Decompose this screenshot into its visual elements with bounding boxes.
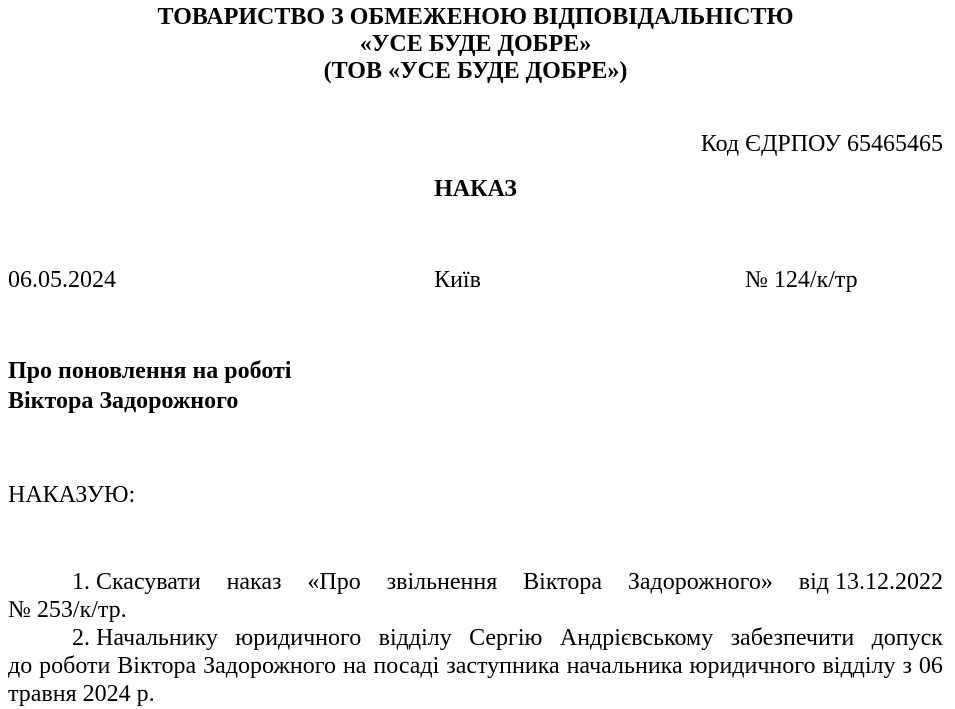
- order-city: Київ: [434, 267, 481, 293]
- order-item-1-line-1: 1. Скасувати наказ «Про звільнення Віктора Задорожного» від 13.12.2022: [72, 569, 943, 595]
- order-subject-line-2: Віктора Задорожного: [8, 388, 239, 414]
- order-item-1-line-2: № 253/к/тр.: [8, 597, 127, 623]
- order-subject-line-1: Про поновлення на роботі: [8, 358, 292, 384]
- order-body: [8, 568, 943, 708]
- company-name-line-1: ТОВАРИСТВО З ОБМЕЖЕНОЮ ВІДПОВІДАЛЬНІСТЮ: [157, 4, 794, 30]
- directive-label: НАКАЗУЮ:: [8, 482, 136, 508]
- order-number: № 124/к/тр: [745, 267, 858, 293]
- order-date: 06.05.2024: [8, 267, 116, 293]
- edrpou-code: Код ЄДРПОУ 65465465: [700, 131, 943, 157]
- order-item-2-line-3: травня 2024 р.: [8, 681, 155, 707]
- company-header: [8, 4, 943, 85]
- order-item-2-line-2: до роботи Віктора Задорожного на посаді заступника начальника юридичного відділу з 06: [8, 653, 943, 679]
- doc-type-title: НАКАЗ: [434, 176, 517, 202]
- company-name-line-2: «УСЕ БУДЕ ДОБРЕ»: [359, 31, 592, 57]
- order-subject: [8, 356, 943, 416]
- company-name-line-3: (ТОВ «УСЕ БУДЕ ДОБРЕ»): [323, 58, 628, 84]
- order-meta-row: [8, 266, 943, 294]
- order-item-2-line-1: 2. Начальнику юридичного відділу Сергію Андрієвському забезпечити допуск: [72, 625, 943, 651]
